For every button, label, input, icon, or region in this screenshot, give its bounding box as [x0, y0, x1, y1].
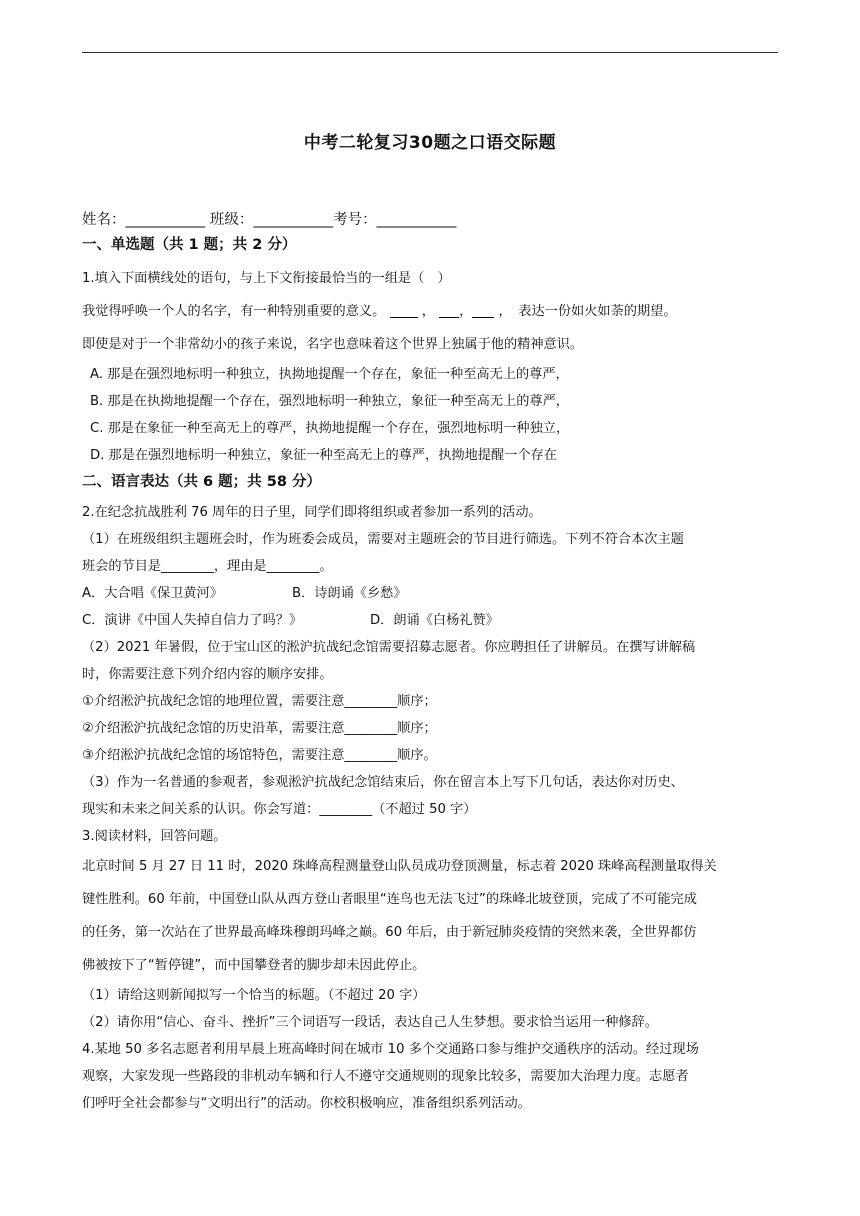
id-label: 考号：	[333, 212, 377, 228]
question-3-material-line-3: 的任务，第一次站在了世界最高峰珠穆朗玛峰之巅。60 年后，由于新冠肺炎疫情的突然来袭，全世界都仿	[82, 925, 697, 940]
fill-blank-1	[390, 303, 418, 318]
class-blank: ___________	[253, 212, 334, 228]
question-3-stem: 3.阅读材料，回答问题。	[82, 829, 227, 844]
blank-separator: ，	[459, 304, 473, 319]
option-a: A. 那是在强烈地标明一种独立，执拗地提醒一个存在，象征一种至高无上的尊严，	[90, 367, 569, 382]
question-3-sub-2: （2）请你用“信心、奋斗、挫折”三个词语写一段话，表达自己人生梦想。要求恰当运用一种修辞。	[82, 1015, 658, 1030]
option-a: A．大合唱《保卫黄河》	[82, 586, 223, 601]
question-3-sub-1: （1）请给这则新闻拟写一个恰当的标题。（不超过 20 字）	[82, 988, 426, 1003]
question-3-material-line-4: 佛被按下了“暂停键”，而中国攀登者的脚步却未因此停止。	[82, 958, 426, 973]
question-2-part-2-line-2: 时，你需要注意下列介绍内容的顺序安排。	[82, 667, 333, 682]
option-b: B．诗朗诵《乡愁》	[292, 586, 407, 601]
question-4-line-3: 们呼吁全社会都参与“文明出行”的活动。你校积极响应，准备组织系列活动。	[82, 1096, 531, 1111]
question-2-part-1-line-2: 班会的节目是________，理由是________。	[82, 559, 333, 574]
passage-text: ， 表达一份如火如荼的期望。	[498, 304, 677, 319]
option-d: D．朗诵《白杨礼赞》	[370, 613, 499, 628]
question-2-item-2: ②介绍淞沪抗战纪念馆的历史沿革，需要注意________顺序；	[82, 721, 437, 736]
section-heading-single-choice: 一、单选题（共 1 题；共 2 分）	[82, 237, 297, 253]
question-4-line-1: 4.某地 50 多名志愿者利用早晨上班高峰时间在城市 10 多个交通路口参与维护交通秩序的活动。经过现场	[82, 1042, 699, 1057]
student-info-line	[82, 208, 782, 232]
passage-text: 我觉得呼唤一个人的名字，有一种特别重要的意义。	[82, 304, 386, 319]
question-2-item-3: ③介绍淞沪抗战纪念馆的场馆特色，需要注意________顺序。	[82, 748, 437, 763]
question-1-passage-line-1	[82, 295, 782, 328]
name-blank: ___________	[125, 212, 206, 228]
fill-blank-3	[472, 303, 494, 318]
name-label: 姓名：	[82, 212, 126, 228]
option-c: C．演讲《中国人失掉自信力了吗？》	[82, 613, 303, 628]
question-3-material-line-2: 键性胜利。60 年前，中国登山队从西方登山者眼里“连鸟也无法飞过”的珠峰北坡登顶，完成了不可能完成	[82, 892, 697, 907]
blank-separator: ，	[421, 304, 435, 319]
question-4-line-2: 观察，大家发现一些路段的非机动车辆和行人不遵守交通规则的现象比较多，需要加大治理力度。志愿者	[82, 1069, 689, 1084]
question-1-passage-line-2: 即使是对于一个非常幼小的孩子来说，名字也意味着这个世界上独属于他的精神意识。	[82, 337, 584, 352]
question-2-stem: 2.在纪念抗战胜利 76 周年的日子里，同学们即将组织或者参加一系列的活动。	[82, 505, 542, 520]
id-blank: ___________	[376, 212, 457, 228]
class-label: 班级：	[209, 212, 254, 228]
header-rule	[82, 52, 778, 53]
question-2-item-1: ①介绍淞沪抗战纪念馆的地理位置，需要注意________顺序；	[82, 694, 437, 709]
option-d: D. 那是在强烈地标明一种独立，象征一种至高无上的尊严，执拗地提醒一个存在	[90, 448, 557, 463]
question-2-part-2-line-1: （2）2021 年暑假，位于宝山区的淞沪抗战纪念馆需要招募志愿者。你应聘担任了讲解员。在撰写讲解稿	[82, 640, 696, 655]
option-c: C. 那是在象征一种至高无上的尊严，执拗地提醒一个存在，强烈地标明一种独立，	[90, 421, 570, 436]
question-2-options-row-1	[82, 580, 782, 607]
question-2-options-row-2	[82, 607, 782, 634]
question-2-part-3-line-1: （3）作为一名普通的参观者，参观淞沪抗战纪念馆结束后，你在留言本上写下几句话，表达你对历史、	[82, 775, 684, 790]
question-3-material-line-1: 北京时间 5 月 27 日 11 时，2020 珠峰高程测量登山队员成功登顶测量，标志着 2020 珠峰高程测量取得关	[82, 859, 717, 874]
question-2-part-1-line-1: （1）在班级组织主题班会时，作为班委会成员，需要对主题班会的节目进行筛选。下列不符合本次主题	[82, 532, 684, 547]
section-heading-language-expression: 二、语言表达（共 6 题；共 58 分）	[82, 474, 321, 490]
document-body	[82, 208, 782, 1117]
question-2-part-3-line-2: 现实和未来之间关系的认识。你会写道：________（不超过 50 字）	[82, 802, 477, 817]
fill-blank-2	[439, 303, 459, 318]
option-b: B. 那是在执拗地提醒一个存在，强烈地标明一种独立，象征一种至高无上的尊严，	[90, 394, 569, 409]
question-1-stem: 1.填入下面横线处的语句，与上下文衔接最恰当的一组是（ ）	[82, 271, 451, 286]
page-title: 中考二轮复习30题之口语交际题	[303, 133, 557, 153]
